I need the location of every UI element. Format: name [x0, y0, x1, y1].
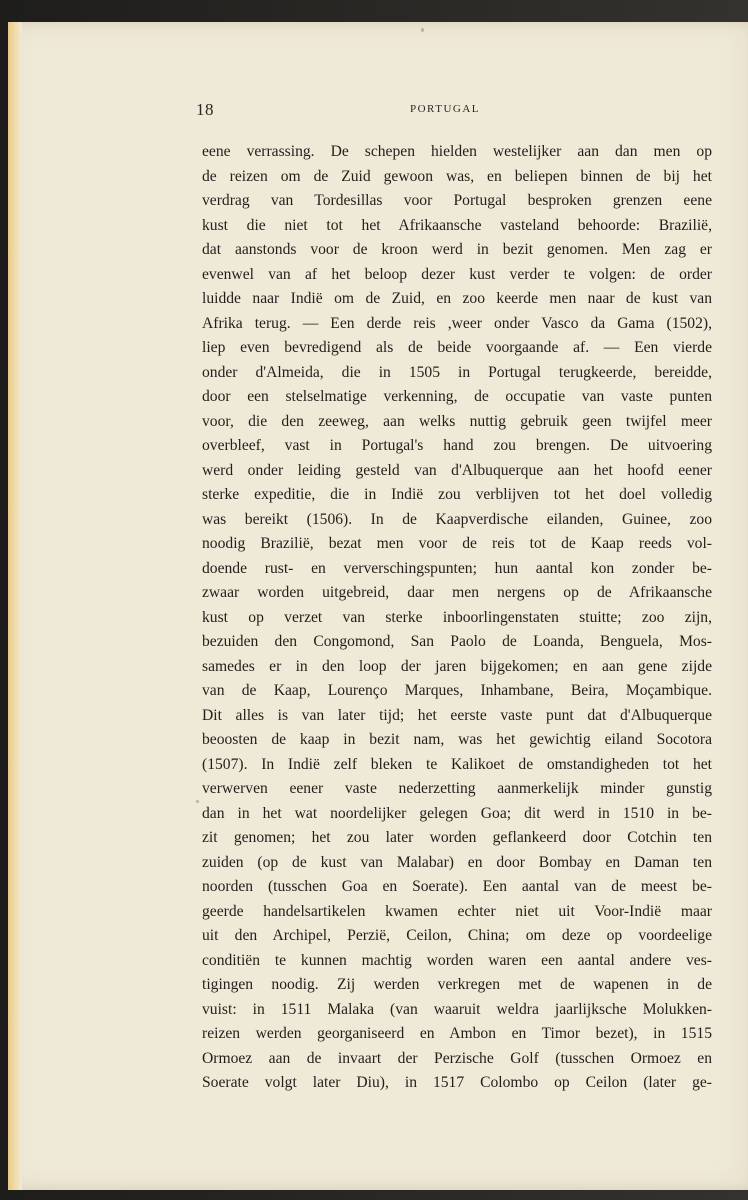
text-line: zwaar worden uitgebreid, daar men nergens op de Afrikaansche — [202, 584, 712, 601]
text-line: van de Kaap, Lourenço Marques, Inhambane, Beira, Moçambique. — [202, 682, 712, 699]
text-line: dan in het wat noordelijker gelegen Goa; dit werd in 1510 in be- — [202, 804, 712, 822]
page-edge — [8, 22, 22, 1190]
text-line: Dit alles is van later tijd; het eerste vaste punt dat d'Albuquerque — [202, 706, 712, 724]
page-number: 18 — [196, 100, 214, 119]
text-line: voor, die den zeeweg, aan welks nuttig gebruik geen twijfel meer — [202, 412, 712, 430]
text-line: verdrag van Tordesillas voor Portugal besproken grenzen eene — [202, 192, 712, 209]
text-line: vuist: in 1511 Malaka (van waaruit weldra jaarlijksche Molukken- — [202, 1000, 712, 1018]
running-head — [196, 100, 712, 120]
text-line: eene verrassing. De schepen hielden westelijker aan dan men op — [202, 143, 712, 160]
text-line: noodig Brazilië, bezat men voor de reis tot de Kaap reeds vol- — [202, 535, 712, 552]
text-line: onder d'Almeida, die in 1505 in Portugal terugkeerde, bereidde, — [202, 363, 712, 381]
text-line: kust op verzet van sterke inboorlingenstaten stuitte; zoo zijn, — [202, 608, 712, 626]
text-line: liep even bevredigend als de beide voorgaande af. — Een vierde — [202, 339, 712, 356]
text-line: door een stelselmatige verkenning, de occupatie van vaste punten — [202, 388, 712, 405]
text-line: sterke expeditie, die in Indië zou verblijven tot het doel volledig — [202, 486, 712, 503]
text-line: overbleef, vast in Portugal's hand zou brengen. De uitvoering — [202, 437, 712, 454]
text-line: was bereikt (1506). In de Kaapverdische eilanden, Guinee, zoo — [202, 510, 712, 528]
text-line: de reizen om de Zuid gewoon was, en beliepen binnen de bij het — [202, 167, 712, 185]
text-line: reizen werden georganiseerd en Ambon en Timor bezet), in 1515 — [202, 1025, 712, 1042]
text-line: Afrika terug. — Een derde reis ,weer onder Vasco da Gama (1502), — [202, 314, 712, 332]
text-line: zit genomen; het zou later worden geflankeerd door Cotchin ten — [202, 829, 712, 846]
text-line: kust die niet tot het Afrikaansche vasteland behoorde: Brazilië, — [202, 216, 712, 234]
body-text — [202, 140, 712, 1096]
text-line: evenwel van af het beloop dezer kust verder te volgen: de order — [202, 265, 712, 283]
text-line: (1507). In Indië zelf bleken te Kalikoet de omstandigheden tot het — [202, 755, 712, 773]
text-line: doende rust- en ververschingspunten; hun aantal kon zonder be- — [202, 559, 712, 577]
text-line: conditiën te kunnen machtig worden waren een aantal andere ves- — [202, 951, 712, 969]
text-line: verwerven eener vaste nederzetting aanmerkelijk minder gunstig — [202, 780, 712, 797]
text-line: Soerate volgt later Diu), in 1517 Colombo op Ceilon (later ge- — [202, 1074, 712, 1091]
text-line: beoosten de kaap in bezit nam, was het gewichtig eiland Socotora — [202, 731, 712, 748]
text-line: zuiden (op de kust van Malabar) en door Bombay en Daman ten — [202, 853, 712, 871]
running-title: PORTUGAL — [410, 103, 481, 115]
paper-speck — [421, 28, 424, 32]
text-line: tigingen noodig. Zij werden verkregen met de wapenen in de — [202, 976, 712, 993]
text-line: dat aanstonds voor de kroon werd in bezit genomen. Men zag er — [202, 241, 712, 258]
text-line: Ormoez aan de invaart der Perzische Golf (tusschen Ormoez en — [202, 1049, 712, 1067]
text-line: luidde naar Indië om de Zuid, en zoo keerde men naar de kust van — [202, 290, 712, 307]
paper-speck — [196, 800, 199, 803]
text-line: noorden (tusschen Goa en Soerate). Een aantal van de meest be- — [202, 878, 712, 895]
text-line: uit den Archipel, Perzië, Ceilon, China; om deze op voordeelige — [202, 927, 712, 944]
text-line: bezuiden den Congomond, San Paolo de Loanda, Benguela, Mos- — [202, 633, 712, 650]
text-line: samedes er in den loop der jaren bijgekomen; en aan gene zijde — [202, 657, 712, 675]
text-line: geerde handelsartikelen kwamen echter niet uit Voor-Indië maar — [202, 902, 712, 920]
text-line: werd onder leiding gesteld van d'Albuquerque aan het hoofd eener — [202, 461, 712, 479]
